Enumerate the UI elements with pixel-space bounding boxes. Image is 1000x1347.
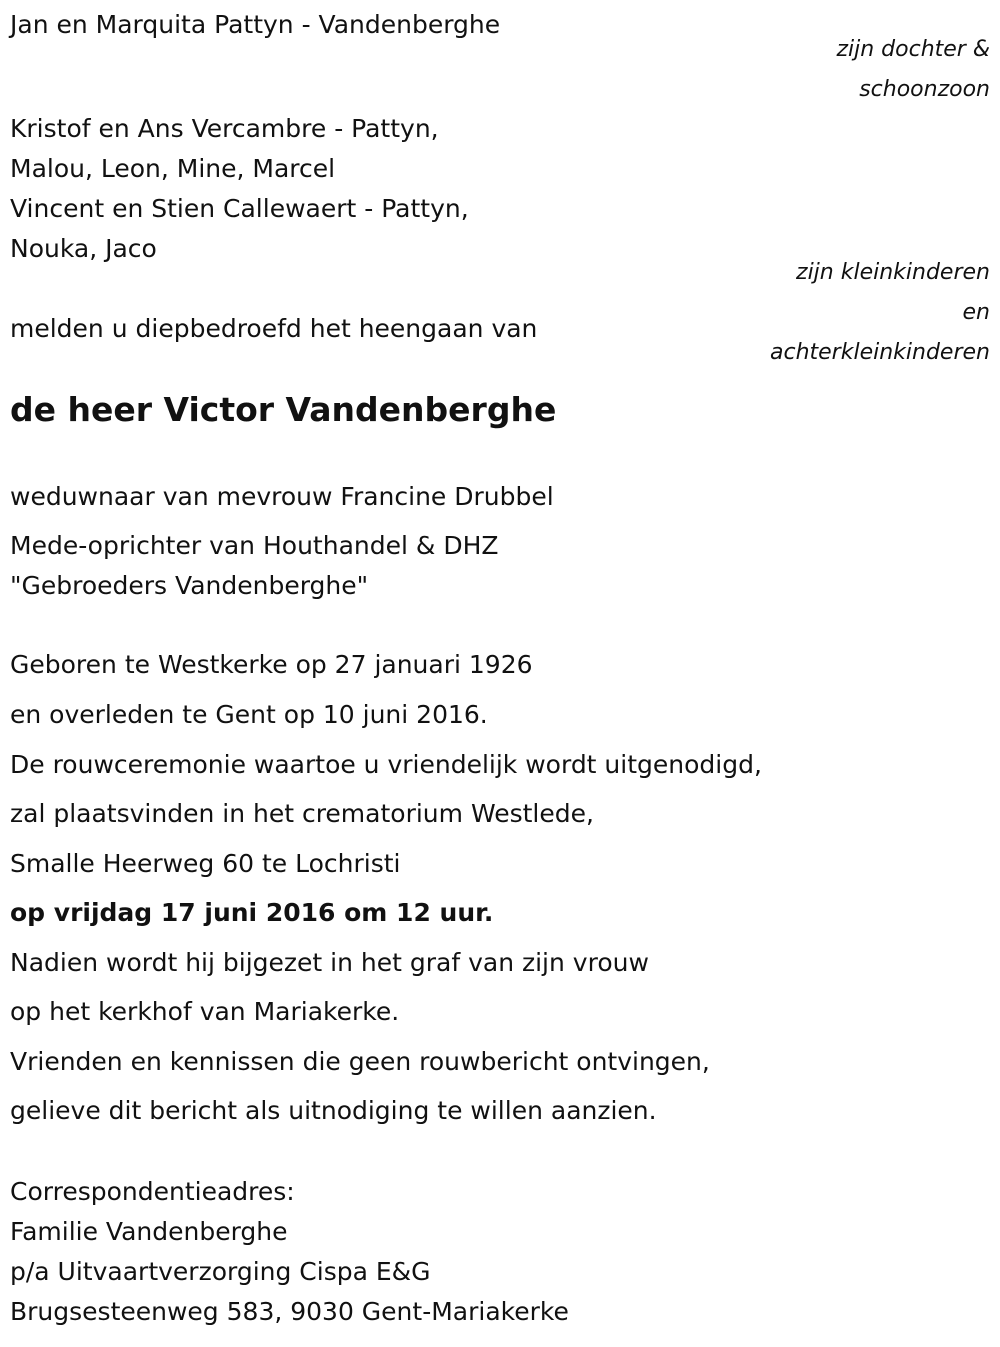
family-line: Jan en Marquita Pattyn - Vandenberghe <box>10 10 501 39</box>
body-line-3: De rouwceremonie waartoe u vriendelijk wordt uitgenodigd, <box>10 750 762 779</box>
deceased-name: de heer Victor Vandenberghe <box>10 390 557 429</box>
body-line-9: Vrienden en kennissen die geen rouwbericht ontvingen, <box>10 1047 710 1076</box>
body-line-1: Geboren te Westkerke op 27 januari 1926 <box>10 650 533 679</box>
relation-grandchildren-line-2: en <box>962 300 990 325</box>
grandchildren-line-1: Kristof en Ans Vercambre - Pattyn, <box>10 114 439 143</box>
widower-line: weduwnaar van mevrouw Francine Drubbel <box>10 482 554 511</box>
correspondence-heading: Correspondentieadres: <box>10 1177 295 1206</box>
correspondence-line-1: Familie Vandenberghe <box>10 1217 288 1246</box>
body-line-8: op het kerkhof van Mariakerke. <box>10 997 400 1026</box>
relation-daughter-line-1: zijn dochter & <box>836 37 990 62</box>
announcement: melden u diepbedroefd het heengaan van <box>10 314 538 343</box>
founder-line-2: "Gebroeders Vandenberghe" <box>10 571 369 600</box>
relation-grandchildren-line-3: achterkleinkinderen <box>770 340 990 365</box>
correspondence-line-3: Brugsesteenweg 583, 9030 Gent-Mariakerke <box>10 1297 569 1326</box>
ceremony-date: op vrijdag 17 juni 2016 om 12 uur. <box>10 898 494 927</box>
relation-grandchildren-line-1: zijn kleinkinderen <box>796 260 990 285</box>
body-line-4: zal plaatsvinden in het crematorium Westlede, <box>10 799 594 828</box>
grandchildren-line-3: Vincent en Stien Callewaert - Pattyn, <box>10 194 469 223</box>
grandchildren-line-4: Nouka, Jaco <box>10 234 157 263</box>
body-line-2: en overleden te Gent op 10 juni 2016. <box>10 700 488 729</box>
body-line-10: gelieve dit bericht als uitnodiging te willen aanzien. <box>10 1096 657 1125</box>
grandchildren-line-2: Malou, Leon, Mine, Marcel <box>10 154 336 183</box>
relation-daughter-line-2: schoonzoon <box>859 77 990 102</box>
correspondence-line-2: p/a Uitvaartverzorging Cispa E&G <box>10 1257 431 1286</box>
body-line-7: Nadien wordt hij bijgezet in het graf van zijn vrouw <box>10 948 649 977</box>
body-line-5: Smalle Heerweg 60 te Lochristi <box>10 849 401 878</box>
founder-line-1: Mede-oprichter van Houthandel & DHZ <box>10 531 499 560</box>
